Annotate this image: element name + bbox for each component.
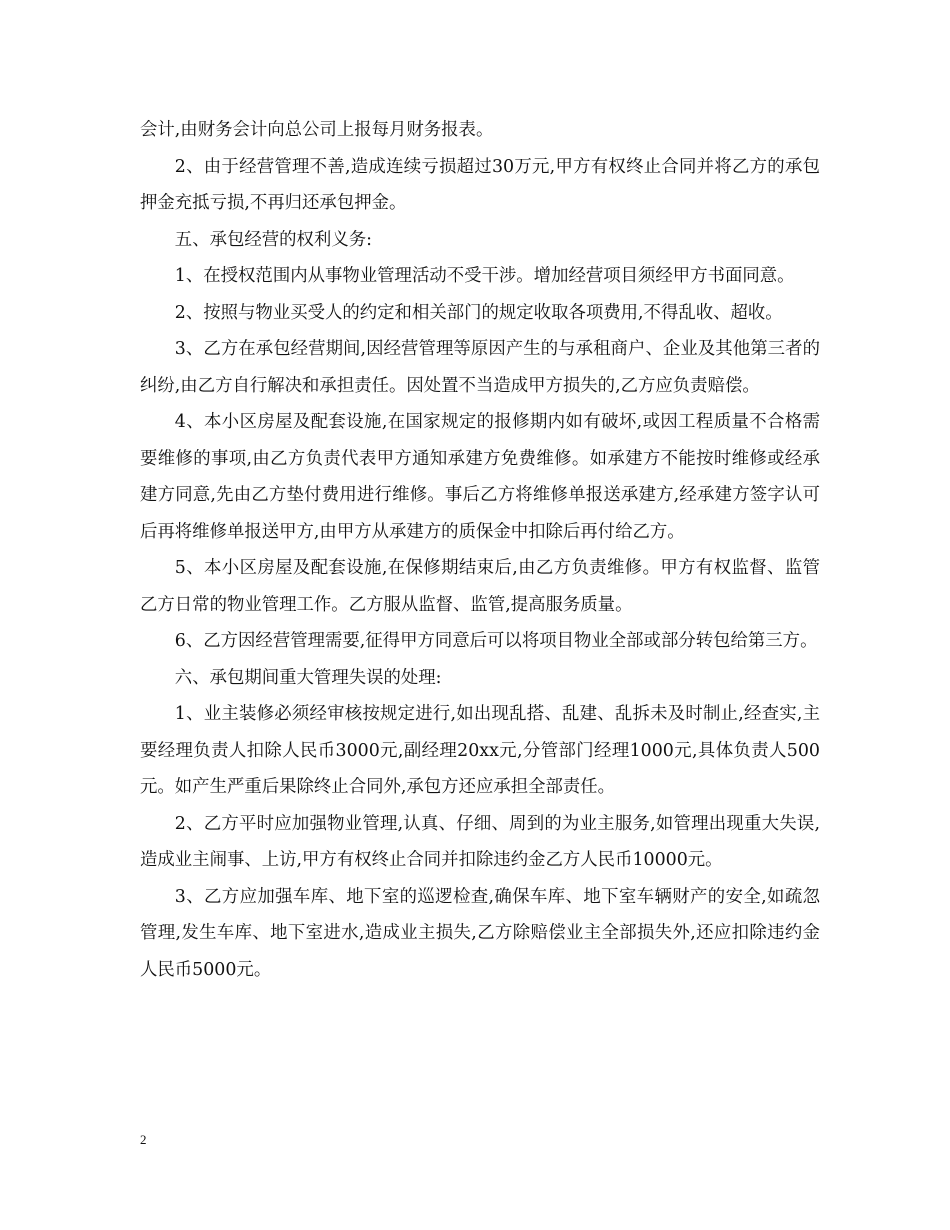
paragraph: 2、按照与物业买受人的约定和相关部门的规定收取各项费用,不得乱收、超收。: [174, 302, 783, 323]
paragraph: 5、本小区房屋及配套设施,在保修期结束后,由乙方负责维修。甲方有权监督、监管乙方日常的物业管理工作。乙方服从监督、监管,提高服务质量。: [140, 558, 820, 615]
page-number: 2: [140, 1132, 147, 1147]
section-heading: 五、承包经营的权利义务:: [174, 229, 372, 250]
paragraph: 3、乙方应加强车库、地下室的巡逻检查,确保车库、地下室车辆财产的安全,如疏忽管理,发生车库、地下室进水,造成业主损失,乙方除赔偿业主全部损失外,还应扣除违约金人民币5000元。: [140, 886, 820, 980]
paragraph: 2、乙方平时应加强物业管理,认真、仔细、周到的为业主服务,如管理出现重大失误,造成业主闹事、上访,甲方有权终止合同并扣除违约金乙方人民币10000元。: [140, 813, 820, 870]
paragraph: 1、业主装修必须经审核按规定进行,如出现乱搭、乱建、乱拆未及时制止,经查实,主要经理负责人扣除人民币3000元,副经理20xx元,分管部门经理1000元,具体负责人500元。如产生严重后果除终止合同外,承包方还应承担全部责任。: [140, 704, 820, 797]
paragraph: 2、由于经营管理不善,造成连续亏损超过30万元,甲方有权终止合同并将乙方的承包押金充抵亏损,不再归还承包押金。: [140, 156, 820, 213]
paragraph: 1、在授权范围内从事物业管理活动不受干涉。增加经营项目须经甲方书面同意。: [174, 266, 795, 286]
paragraph: 6、乙方因经营管理需要,征得甲方同意后可以将项目物业全部或部分转包给第三方。: [174, 631, 818, 651]
paragraph: 3、乙方在承包经营期间,因经营管理等原因产生的与承租商户、企业及其他第三者的纠纷,由乙方自行解决和承担责任。因处置不当造成甲方损失的,乙方应负责赔偿。: [140, 339, 820, 396]
section-heading: 六、承包期间重大管理失误的处理:: [174, 667, 442, 688]
paragraph: 4、本小区房屋及配套设施,在国家规定的报修期内如有破坏,或因工程质量不合格需要维修的事项,由乙方负责代表甲方通知承建方免费维修。如承建方不能按时维修或经承建方同意,先由乙方垫付费用进行维修。事后乙方将维修单报送承建方,经承建方签字认可后再将维修单报送甲方,由甲方从承建方的质保金中扣除后再付给乙方。: [140, 412, 820, 542]
document-body: [140, 112, 820, 988]
paragraph: 会计,由财务会计向总公司上报每月财务报表。: [140, 120, 494, 140]
